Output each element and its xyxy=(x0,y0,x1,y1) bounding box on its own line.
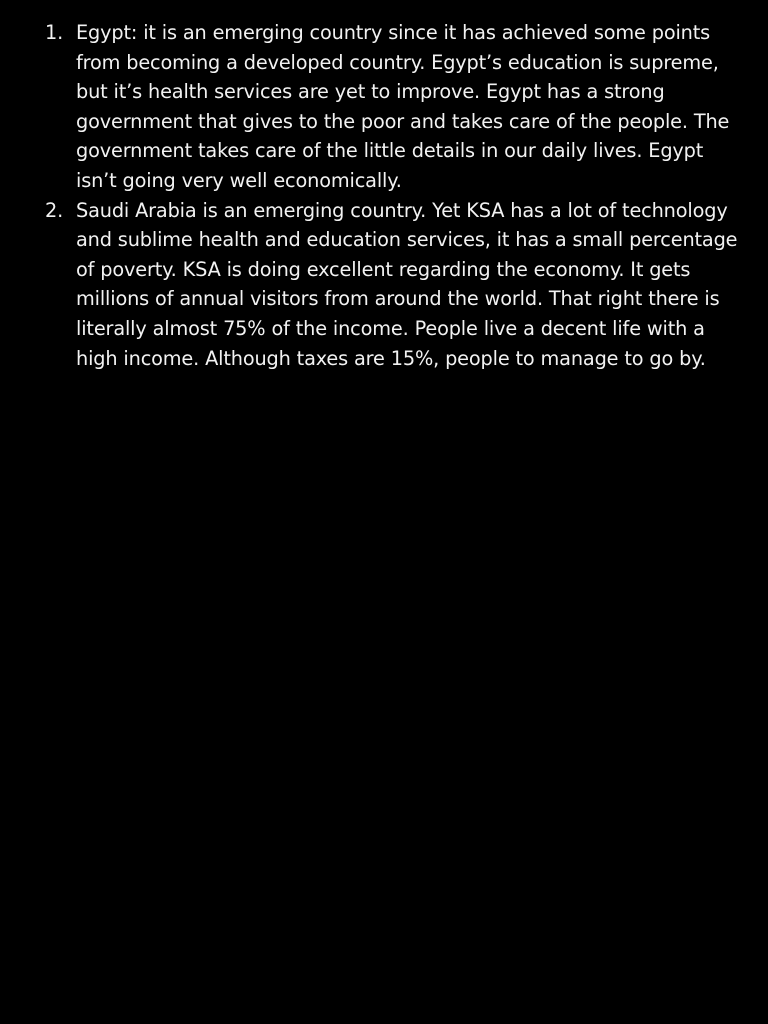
list-item-text: Saudi Arabia is an emerging country. Yet KSA has a lot of technology and sublime health and education services, it has a small percentage of poverty. KSA is doing excellent regarding the economy. It gets millions of annual visitors from around the world. That right there is literally almost 75% of the income. People live a decent life with a high income. Although taxes are 15%, people to manage to go by. xyxy=(76,198,738,370)
list-item-number: 1. xyxy=(45,21,64,44)
numbered-list xyxy=(45,18,742,373)
note-body[interactable] xyxy=(0,18,768,373)
list-item-text: Egypt: it is an emerging country since it has achieved some points from becoming a developed country. Egypt’s education is supreme, but it’s health services are yet to improve. Egypt has a strong government that gives to the poor and takes care of the people. The government takes care of the little details in our daily lives. Egypt isn’t going very well economically. xyxy=(76,21,730,192)
list-item xyxy=(45,196,742,374)
list-item xyxy=(45,18,742,196)
list-item-number: 2. xyxy=(45,198,64,222)
